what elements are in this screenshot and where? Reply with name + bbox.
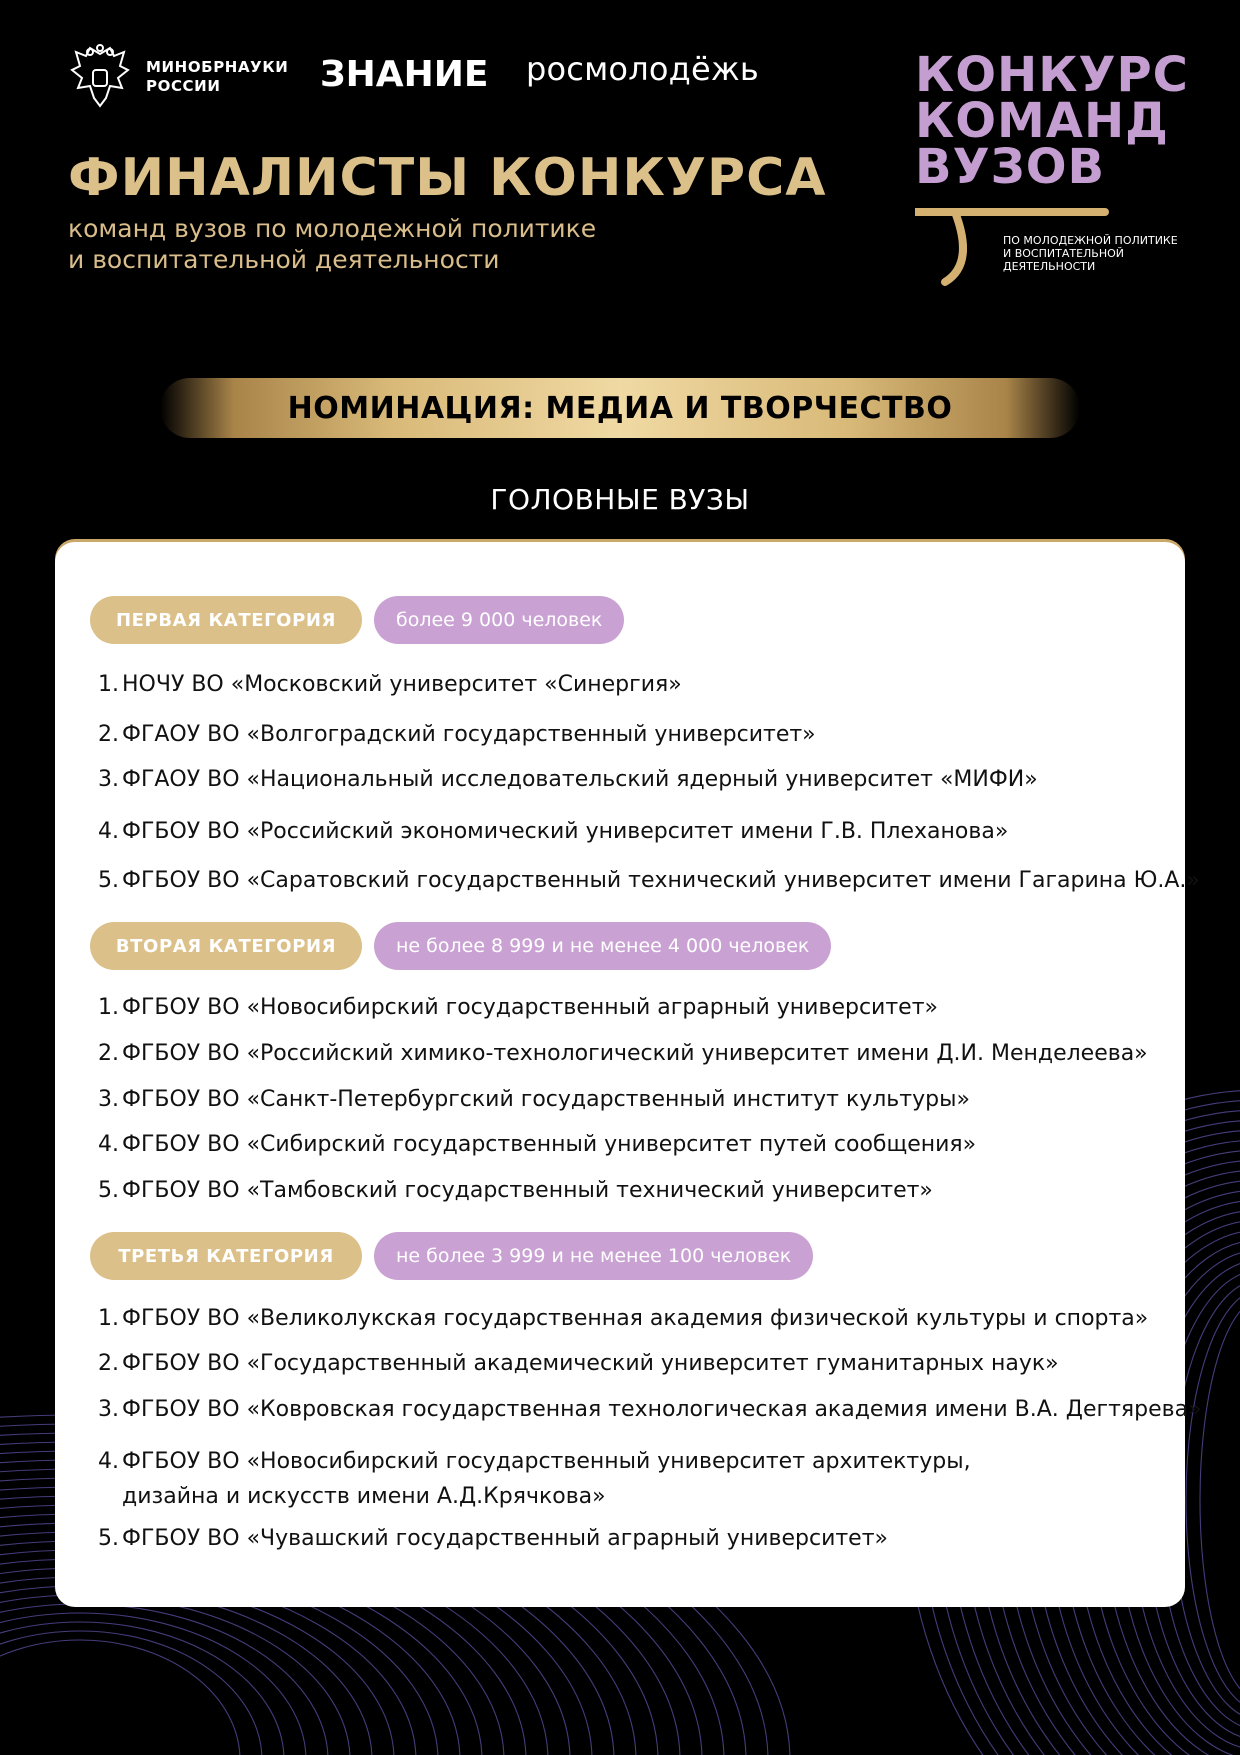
wireframe-curve: [0, 1640, 240, 1755]
list-item: 5. ФГБОУ ВО «Тамбовский государственный технический университет»: [98, 1178, 933, 1203]
wireframe-curve: [1200, 1300, 1240, 1700]
list-item: 5. ФГБОУ ВО «Саратовский государственный технический университет имени Гагарина Ю.А.»: [98, 868, 1200, 893]
brand-line-3: ВУЗОВ: [915, 139, 1106, 195]
ministry-name-line1: МИНОБРНАУКИ: [146, 58, 289, 76]
category-header: [90, 922, 831, 970]
subtitle-line2: и воспитательной деятельности: [68, 245, 500, 274]
list-item-continuation: дизайна и искусств имени А.Д.Крячкова»: [122, 1484, 606, 1509]
category-size-badge: более 9 000 человек: [374, 596, 624, 644]
brand-subtitle: [1003, 234, 1203, 273]
category-size-badge: не более 8 999 и не менее 4 000 человек: [374, 922, 831, 970]
list-item: 3. ФГАОУ ВО «Национальный исследовательский ядерный университет «МИФИ»: [98, 767, 1038, 792]
list-item: 4. ФГБОУ ВО «Сибирский государственный университет путей сообщения»: [98, 1132, 977, 1157]
rosmolodezh-logo: росмолодёжь: [526, 50, 759, 88]
nomination-label: НОМИНАЦИЯ: МЕДИА И ТВОРЧЕСТВО: [287, 390, 953, 426]
category-label: ПЕРВАЯ КАТЕГОРИЯ: [90, 596, 362, 644]
brand-sub-line1: ПО МОЛОДЕЖНОЙ ПОЛИТИКЕ: [1003, 234, 1178, 247]
coat-of-arms-icon: [68, 44, 132, 110]
brand-sub-line2: И ВОСПИТАТЕЛЬНОЙ: [1003, 247, 1124, 260]
list-item: 4. ФГБОУ ВО «Российский экономический университет имени Г.В. Плеханова»: [98, 819, 1009, 844]
list-item: 3. ФГБОУ ВО «Санкт-Петербургский государственный институт культуры»: [98, 1087, 970, 1112]
finalists-card: [55, 542, 1202, 1607]
brand-line-1: КОНКУРС: [915, 47, 1189, 103]
wireframe-curve: [0, 1631, 262, 1755]
wireframe-curve: [0, 1613, 306, 1755]
page-subtitle: [68, 213, 596, 275]
nomination-banner: [160, 378, 1080, 438]
ministry-name-line2: РОССИИ: [146, 77, 221, 95]
list-item: 2. ФГАОУ ВО «Волгоградский государственный университет»: [98, 722, 816, 747]
list-item: 5. ФГБОУ ВО «Чувашский государственный аграрный университет»: [98, 1526, 888, 1551]
contest-brand-logo: [915, 47, 1189, 273]
list-item: 1. НОЧУ ВО «Московский университет «Синергия»: [98, 672, 682, 697]
category-label: ТРЕТЬЯ КАТЕГОРИЯ: [90, 1232, 362, 1280]
list-item: 1. ФГБОУ ВО «Новосибирский государственный аграрный университет»: [98, 995, 938, 1020]
page-title: ФИНАЛИСТЫ КОНКУРСА: [68, 148, 827, 208]
list-item: 3. ФГБОУ ВО «Ковровская государственная технологическая академия имени В.А. Дегтярева»: [98, 1397, 1202, 1422]
category-size-badge: не более 3 999 и не менее 100 человек: [374, 1232, 813, 1280]
brand-sub-line3: ДЕЯТЕЛЬНОСТИ: [1003, 260, 1096, 273]
list-item: 1. ФГБОУ ВО «Великолукская государственная академия физической культуры и спорта»: [98, 1306, 1149, 1331]
wireframe-curve: [0, 1604, 328, 1755]
section-title: ГОЛОВНЫЕ ВУЗЫ: [490, 483, 750, 516]
list-item: 4. ФГБОУ ВО «Новосибирский государственный университет архитектуры,: [98, 1449, 971, 1474]
category-label: ВТОРАЯ КАТЕГОРИЯ: [90, 922, 362, 970]
znanie-logo: ЗНАНИЕ: [320, 54, 489, 95]
brand-line-2: КОМАНД: [915, 93, 1169, 149]
list-item: 2. ФГБОУ ВО «Российский химико-технологический университет имени Д.И. Менделеева»: [98, 1041, 1148, 1066]
category-header: [90, 596, 624, 644]
category-header: [90, 1232, 813, 1280]
subtitle-line1: команд вузов по молодежной политике: [68, 214, 597, 243]
ministry-logo: [68, 44, 288, 110]
wireframe-curve: [0, 1595, 350, 1755]
list-item: 2. ФГБОУ ВО «Государственный академический университет гуманитарных наук»: [98, 1351, 1059, 1376]
